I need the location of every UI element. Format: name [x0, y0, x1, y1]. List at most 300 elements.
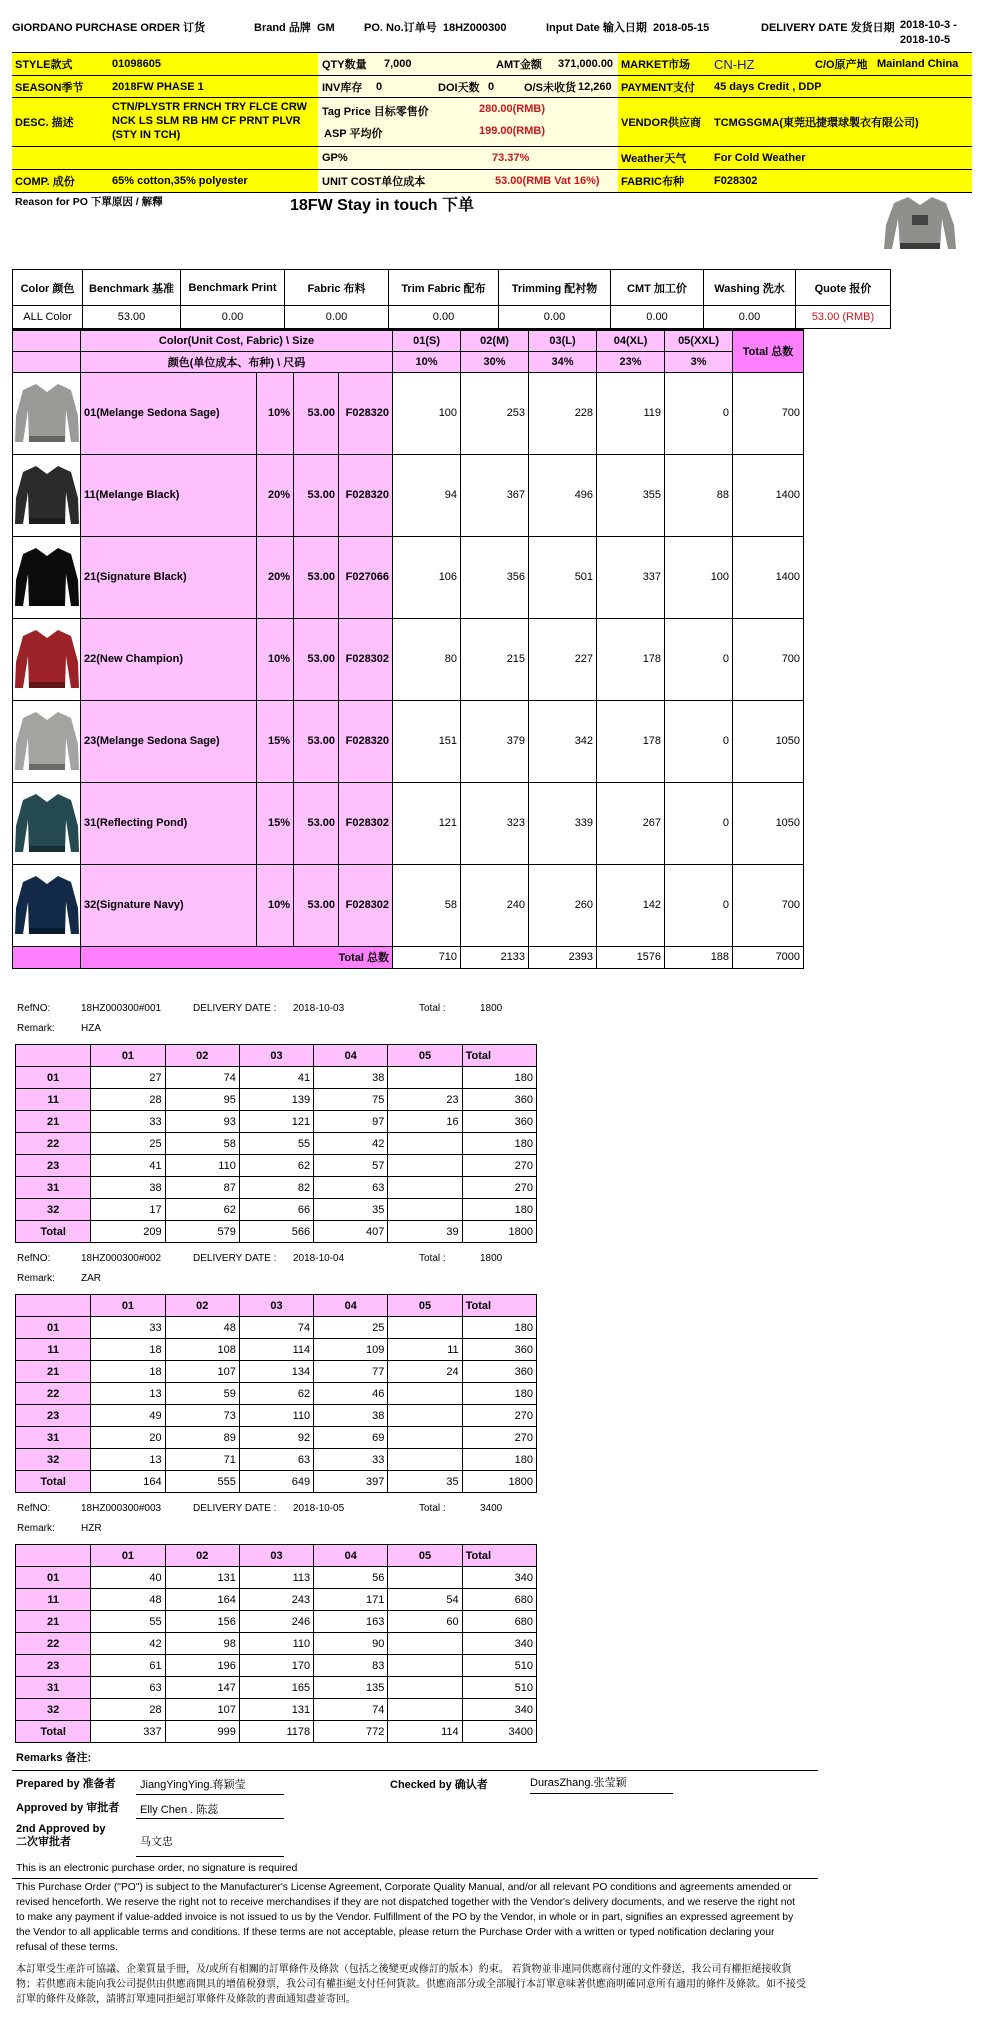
second-approved-label: 2nd Approved by 二次审批者: [16, 1823, 106, 1848]
delivery-col-header: 05: [388, 1045, 462, 1067]
delivery-qty: 16: [388, 1111, 462, 1133]
size-qty: 151: [393, 700, 461, 782]
input-date-value: 2018-05-15: [652, 22, 710, 34]
delivery-header-row: [16, 1545, 537, 1567]
delivery-qty: 17: [91, 1199, 165, 1221]
delivery-qty: 74: [165, 1067, 239, 1089]
info-row-desc: [12, 98, 972, 147]
size-qty: 323: [461, 782, 529, 864]
delivery-qty: 40: [91, 1567, 165, 1589]
fabric-code: F028302: [339, 782, 393, 864]
delivery-row-label: 11: [16, 1339, 91, 1361]
delivery-block: [12, 997, 552, 1247]
delivery-qty-table: [15, 1294, 537, 1493]
remark-label: Remark:: [17, 1273, 55, 1284]
unit-cost: 53.00: [294, 372, 339, 454]
delivery-row: [16, 1721, 537, 1743]
delivery-col-header: 02: [165, 1545, 239, 1567]
product-swatch: [13, 372, 81, 454]
delivery-row: [16, 1111, 537, 1133]
delivery-qty: 510: [462, 1655, 536, 1677]
comp-value: 65% cotton,35% polyester: [112, 175, 248, 187]
delivery-qty: 510: [462, 1677, 536, 1699]
product-swatch: [13, 618, 81, 700]
delivery-qty: 360: [462, 1089, 536, 1111]
delivery-qty: 110: [239, 1405, 313, 1427]
delivery-qty: 110: [239, 1633, 313, 1655]
delivery-qty: 90: [314, 1633, 388, 1655]
delivery-qty: 270: [462, 1177, 536, 1199]
color-size-header-en: Color(Unit Cost, Fabric) \ Size: [81, 330, 393, 351]
fabric-code: F028320: [339, 372, 393, 454]
delivery-col-header: 04: [314, 1295, 388, 1317]
delivery-qty: 92: [239, 1427, 313, 1449]
size-header: 05(XXL): [665, 330, 733, 351]
color-name: 21(Signature Black): [81, 536, 257, 618]
delivery-row-label: 11: [16, 1589, 91, 1611]
delivery-qty: 33: [314, 1449, 388, 1471]
cost-header: Color 颜色: [13, 270, 83, 306]
delivery-qty: 58: [165, 1133, 239, 1155]
delivery-qty: 649: [239, 1471, 313, 1493]
delivery-total-value: 1800: [480, 1253, 503, 1264]
size-pct: 30%: [461, 351, 529, 372]
market-value: CN-HZ: [714, 56, 755, 72]
delivery-qty: 131: [239, 1699, 313, 1721]
delivery-row-label: 11: [16, 1089, 91, 1111]
desc-label: DESC. 描述: [15, 117, 74, 129]
delivery-qty: 41: [239, 1067, 313, 1089]
delivery-row: [16, 1177, 537, 1199]
refno-value: 18HZ000300#002: [81, 1253, 162, 1264]
legal-text-cn: 本訂單受生產許可協議、企業質量手冊，及/或所有相關的訂單條件及條款（包括之後變更或修訂的版本）約束。 若貨物並非連同供應商付運的文件發送，我公司有權拒絕接收貨物；若供應商未能向我公司提供由供應商開具的增值稅發票，我公司有權拒絕支付任何貨款。供應商部分或全部履行本訂單意味著供應商明確同意所有適用的條件及條款。如不接受訂單的條件及條款，請將訂單連同拒絕訂單條件及條款的書面通知盡並寄回。: [16, 1964, 806, 2005]
delivery-row: [16, 1611, 537, 1633]
size-qty: 215: [461, 618, 529, 700]
color-pct: 10%: [257, 618, 294, 700]
delivery-qty: 87: [165, 1177, 239, 1199]
delivery-qty: [388, 1177, 462, 1199]
style-value: 01098605: [112, 58, 161, 70]
quote-value: 53.00 (RMB): [796, 306, 891, 329]
delivery-qty: 48: [165, 1317, 239, 1339]
fabric-code: F028320: [339, 454, 393, 536]
size-qty: 0: [665, 700, 733, 782]
cost-header: Benchmark Print: [181, 270, 285, 306]
delivery-qty: 121: [239, 1111, 313, 1133]
size-qty: 0: [665, 372, 733, 454]
product-swatch: [13, 454, 81, 536]
color-pct: 20%: [257, 536, 294, 618]
delivery-qty: 48: [91, 1589, 165, 1611]
delivery-qty: 69: [314, 1427, 388, 1449]
delivery-qty: 27: [91, 1067, 165, 1089]
info-row-gp: [12, 147, 972, 170]
qty-value: 7,000: [384, 58, 412, 70]
delivery-row-label: 21: [16, 1111, 91, 1133]
delivery-qty-table: [15, 1044, 537, 1243]
delivery-qty: 337: [91, 1721, 165, 1743]
delivery-qty: [388, 1633, 462, 1655]
color-pct: 10%: [257, 864, 294, 946]
delivery-row: [16, 1633, 537, 1655]
cost-header: Benchmark 基准: [83, 270, 181, 306]
size-qty: 80: [393, 618, 461, 700]
divider: [12, 1878, 818, 1879]
size-qty: 58: [393, 864, 461, 946]
inv-value: 0: [376, 80, 383, 93]
brand-label: Brand 品牌: [254, 22, 311, 34]
divider: [12, 1770, 818, 1771]
gp-label: GP%: [322, 152, 348, 164]
sweater-image: [14, 544, 80, 610]
os-label: O/S未收货: [524, 81, 576, 94]
delivery-qty: 180: [462, 1449, 536, 1471]
delivery-row-label: 31: [16, 1427, 91, 1449]
delivery-qty: 23: [388, 1089, 462, 1111]
origin-value: Mainland China: [877, 58, 959, 70]
size-qty: 100: [665, 536, 733, 618]
delivery-qty: 93: [165, 1111, 239, 1133]
delivery-qty: 18: [91, 1361, 165, 1383]
delivery-qty: 109: [314, 1339, 388, 1361]
refno-label: RefNO:: [17, 1003, 51, 1014]
po-number-label: PO. No.订单号: [364, 22, 437, 34]
size-qty: 106: [393, 536, 461, 618]
delivery-qty: 38: [91, 1177, 165, 1199]
delivery-qty: [388, 1067, 462, 1089]
sweater-image: [14, 380, 80, 446]
reason-label: Reason for PO 下單原因 / 解釋: [15, 196, 163, 208]
delivery-qty: 41: [91, 1155, 165, 1177]
delivery-row: [16, 1567, 537, 1589]
size-qty: 260: [529, 864, 597, 946]
size-qty: 0: [665, 864, 733, 946]
cost-header: CMT 加工价: [611, 270, 704, 306]
delivery-total-label: Total :: [419, 1253, 446, 1264]
delivery-qty: 77: [314, 1361, 388, 1383]
input-date-label: Input Date 输入日期: [546, 22, 647, 34]
fabric-code: F028302: [339, 864, 393, 946]
fabric-code: F027066: [339, 536, 393, 618]
checked-by-value: DurasZhang.张莹颖: [530, 1777, 627, 1789]
delivery-qty: 83: [314, 1655, 388, 1677]
color-size-header-cn: 颜色(单位成本、布种) \ 尺码: [81, 351, 393, 372]
size-header: 03(L): [529, 330, 597, 351]
delivery-total-label: Total :: [419, 1503, 446, 1514]
info-row-season: [12, 76, 972, 98]
row-total: 1050: [733, 700, 804, 782]
size-header: 02(M): [461, 330, 529, 351]
color-name: 22(New Champion): [81, 618, 257, 700]
size-qty: 227: [529, 618, 597, 700]
size-qty: 496: [529, 454, 597, 536]
fabric-code: F028320: [339, 700, 393, 782]
delivery-qty: 170: [239, 1655, 313, 1677]
delivery-date-value: 2018-10-04: [293, 1253, 345, 1264]
delivery-qty: 74: [314, 1699, 388, 1721]
product-row: [13, 536, 804, 618]
size-qty: 142: [597, 864, 665, 946]
delivery-qty: 61: [91, 1655, 165, 1677]
color-name: 23(Melange Sedona Sage): [81, 700, 257, 782]
delivery-row: [16, 1199, 537, 1221]
delivery-date-label: DELIVERY DATE 发货日期: [761, 22, 895, 34]
delivery-qty: 55: [239, 1133, 313, 1155]
delivery-qty: 62: [165, 1199, 239, 1221]
remarks-label: Remarks 备注:: [16, 1752, 92, 1764]
delivery-qty: 270: [462, 1405, 536, 1427]
size-total: 1576: [597, 946, 665, 968]
delivery-qty: 113: [239, 1567, 313, 1589]
cost-value: 53.00: [83, 306, 181, 329]
po-number-value: 18HZ000300: [442, 22, 507, 34]
payment-value: 45 days Credit , DDP: [714, 80, 822, 93]
cost-value: 0.00: [389, 306, 499, 329]
delivery-row-label: 01: [16, 1567, 91, 1589]
delivery-qty: 340: [462, 1699, 536, 1721]
delivery-date-value-2: 2018-10-5: [900, 34, 951, 46]
delivery-row: [16, 1449, 537, 1471]
delivery-col-header: 01: [91, 1295, 165, 1317]
signature-line: [136, 1818, 284, 1819]
delivery-row-label: 31: [16, 1177, 91, 1199]
delivery-qty: [388, 1317, 462, 1339]
delivery-qty: 25: [91, 1133, 165, 1155]
delivery-qty: 95: [165, 1089, 239, 1111]
delivery-row-label: 23: [16, 1655, 91, 1677]
season-value: 2018FW PHASE 1: [112, 80, 204, 93]
delivery-qty: 54: [388, 1589, 462, 1611]
delivery-qty: 180: [462, 1067, 536, 1089]
size-qty: 88: [665, 454, 733, 536]
size-pct: 23%: [597, 351, 665, 372]
delivery-qty: 147: [165, 1677, 239, 1699]
delivery-qty: 165: [239, 1677, 313, 1699]
main-total-row: [13, 946, 804, 968]
delivery-qty: 82: [239, 1177, 313, 1199]
color-pct: 20%: [257, 454, 294, 536]
product-row: [13, 454, 804, 536]
delivery-qty: 134: [239, 1361, 313, 1383]
prepared-by-label: Prepared by 准备者: [16, 1778, 116, 1790]
delivery-row-label: Total: [16, 1221, 91, 1243]
gp-value: 73.37%: [492, 152, 530, 164]
prepared-by-value: JiangYingYing.蒋颖莹: [140, 1779, 246, 1791]
delivery-qty: 33: [91, 1317, 165, 1339]
delivery-qty: 35: [388, 1471, 462, 1493]
delivery-qty: 772: [314, 1721, 388, 1743]
delivery-qty: [388, 1155, 462, 1177]
delivery-row-label: 01: [16, 1317, 91, 1339]
delivery-qty: 196: [165, 1655, 239, 1677]
unit-cost: 53.00: [294, 864, 339, 946]
size-qty: 119: [597, 372, 665, 454]
delivery-qty: 24: [388, 1361, 462, 1383]
cost-value: 0.00: [499, 306, 611, 329]
delivery-qty: 360: [462, 1111, 536, 1133]
approved-by-label: Approved by 审批者: [16, 1802, 120, 1814]
delivery-header-row: [16, 1295, 537, 1317]
weather-value: For Cold Weather: [714, 152, 806, 164]
delivery-qty: 360: [462, 1361, 536, 1383]
delivery-col-header: 05: [388, 1545, 462, 1567]
delivery-qty: 180: [462, 1199, 536, 1221]
delivery-qty: 139: [239, 1089, 313, 1111]
size-total: 710: [393, 946, 461, 968]
amt-value: 371,000.00: [558, 58, 614, 70]
size-total: 2393: [529, 946, 597, 968]
delivery-qty: 1178: [239, 1721, 313, 1743]
color-name: 32(Signature Navy): [81, 864, 257, 946]
delivery-qty: [388, 1699, 462, 1721]
remark-label: Remark:: [17, 1023, 55, 1034]
delivery-qty: [388, 1405, 462, 1427]
sweater-image: [14, 790, 80, 856]
remark-value: HZA: [81, 1023, 101, 1034]
color-pct: 15%: [257, 700, 294, 782]
size-header: 01(S): [393, 330, 461, 351]
delivery-qty: 270: [462, 1155, 536, 1177]
delivery-qty: 243: [239, 1589, 313, 1611]
size-qty: 355: [597, 454, 665, 536]
delivery-qty: 33: [91, 1111, 165, 1133]
delivery-qty: 74: [239, 1317, 313, 1339]
delivery-block: [12, 1497, 552, 1747]
delivery-qty: [388, 1655, 462, 1677]
cost-header-row: [13, 270, 891, 306]
delivery-qty: 60: [388, 1611, 462, 1633]
size-qty: 501: [529, 536, 597, 618]
delivery-qty: 135: [314, 1677, 388, 1699]
row-total: 700: [733, 618, 804, 700]
delivery-row-label: 23: [16, 1155, 91, 1177]
delivery-row-label: 23: [16, 1405, 91, 1427]
grand-total: 7000: [733, 946, 804, 968]
size-total: 2133: [461, 946, 529, 968]
weather-label: Weather天气: [621, 153, 687, 165]
delivery-qty: 63: [91, 1677, 165, 1699]
cost-value-row: [13, 306, 891, 329]
size-qty: 94: [393, 454, 461, 536]
main-header-row-1: [13, 330, 804, 351]
product-row: [13, 864, 804, 946]
second-approved-value: 马文忠: [140, 1836, 173, 1848]
delivery-total-value: 3400: [480, 1503, 503, 1514]
product-row: [13, 618, 804, 700]
total-header: Total 总数: [733, 330, 804, 372]
tag-price-label: Tag Price 目标零售价: [322, 106, 429, 118]
vendor-value: TCMGSGMA(東莞迅捷環球製衣有限公司): [714, 117, 919, 129]
tag-price-value: 280.00(RMB): [479, 103, 546, 115]
delivery-col-header: 02: [165, 1295, 239, 1317]
delivery-qty: 49: [91, 1405, 165, 1427]
row-total: 1400: [733, 454, 804, 536]
delivery-qty: 42: [314, 1133, 388, 1155]
size-qty: 379: [461, 700, 529, 782]
cost-value: 0.00: [611, 306, 704, 329]
row-total: 700: [733, 864, 804, 946]
delivery-row: [16, 1699, 537, 1721]
size-qty: 356: [461, 536, 529, 618]
cost-header: Trim Fabric 配布: [389, 270, 499, 306]
delivery-row: [16, 1427, 537, 1449]
po-title: GIORDANO PURCHASE ORDER 订货: [12, 22, 206, 34]
row-total: 1400: [733, 536, 804, 618]
refno-label: RefNO:: [17, 1253, 51, 1264]
amt-label: AMT金额: [496, 59, 542, 71]
delivery-row-label: 31: [16, 1677, 91, 1699]
delivery-qty: 25: [314, 1317, 388, 1339]
delivery-qty: 171: [314, 1589, 388, 1611]
delivery-row: [16, 1133, 537, 1155]
delivery-qty: 46: [314, 1383, 388, 1405]
delivery-row-label: 22: [16, 1633, 91, 1655]
delivery-row: [16, 1155, 537, 1177]
checked-by-label: Checked by 确认者: [390, 1779, 488, 1791]
delivery-col-header: 03: [239, 1295, 313, 1317]
size-qty: 342: [529, 700, 597, 782]
size-qty: 367: [461, 454, 529, 536]
legal-text-en: This Purchase Order ("PO") is subject to the Manufacturer's License Agreement, Corporate Quality Manual, and/or all relevant PO conditions and agreements amended or revised henceforth. We reserve the right not to receive merchandises if they are not dispatched together with the Vendor's delivery documents, and we reserve the right not to make any payment if value-added invoice is not issued to us by the Vendor. Fulfillment of the PO by the Vendor, in whole or in part, signifies an expressed agreement by the Vendor to all applicable terms and conditions. If these terms are not acceptable, please return the Purchase Order with a written or typed notification declaring your refusal of these terms.: [16, 1882, 796, 1953]
delivery-qty: [388, 1383, 462, 1405]
delivery-date-label: DELIVERY DATE :: [193, 1253, 277, 1264]
comp-label: COMP. 成份: [15, 176, 75, 188]
delivery-row-label: 22: [16, 1383, 91, 1405]
fabric-value: F028302: [714, 175, 758, 187]
delivery-qty: 164: [165, 1589, 239, 1611]
delivery-row: [16, 1589, 537, 1611]
delivery-row-label: 32: [16, 1699, 91, 1721]
delivery-qty: 20: [91, 1427, 165, 1449]
size-pct: 3%: [665, 351, 733, 372]
vendor-label: VENDOR供应商: [621, 117, 702, 129]
electronic-note: This is an electronic purchase order, no signature is required: [16, 1862, 298, 1874]
unit-cost-label: UNIT COST单位成本: [322, 176, 426, 188]
doi-label: DOI天数: [438, 81, 480, 94]
delivery-col-header: 05: [388, 1295, 462, 1317]
delivery-row: [16, 1655, 537, 1677]
signature-line: [136, 1794, 284, 1795]
delivery-row: [16, 1383, 537, 1405]
remark-value: ZAR: [81, 1273, 101, 1284]
qty-label: QTY数量: [322, 59, 367, 71]
refno-label: RefNO:: [17, 1503, 51, 1514]
size-qty: 178: [597, 700, 665, 782]
delivery-col-header: 03: [239, 1545, 313, 1567]
cost-value: 0.00: [181, 306, 285, 329]
delivery-col-header: 04: [314, 1045, 388, 1067]
delivery-qty: 1800: [462, 1221, 536, 1243]
delivery-row: [16, 1677, 537, 1699]
sweater-image: [14, 462, 80, 528]
delivery-row-label: 01: [16, 1067, 91, 1089]
size-qty: 240: [461, 864, 529, 946]
delivery-row: [16, 1067, 537, 1089]
asp-value: 199.00(RMB): [479, 125, 546, 137]
delivery-qty: [388, 1567, 462, 1589]
signature-line: [136, 1856, 284, 1857]
size-qty: 253: [461, 372, 529, 454]
delivery-header-row: [16, 1045, 537, 1067]
delivery-qty: 110: [165, 1155, 239, 1177]
delivery-qty: [388, 1133, 462, 1155]
delivery-row-label: 32: [16, 1199, 91, 1221]
size-qty: 267: [597, 782, 665, 864]
brand-field: [254, 19, 335, 35]
delivery-qty: 28: [91, 1699, 165, 1721]
delivery-block: [12, 1247, 552, 1497]
row-total: 700: [733, 372, 804, 454]
